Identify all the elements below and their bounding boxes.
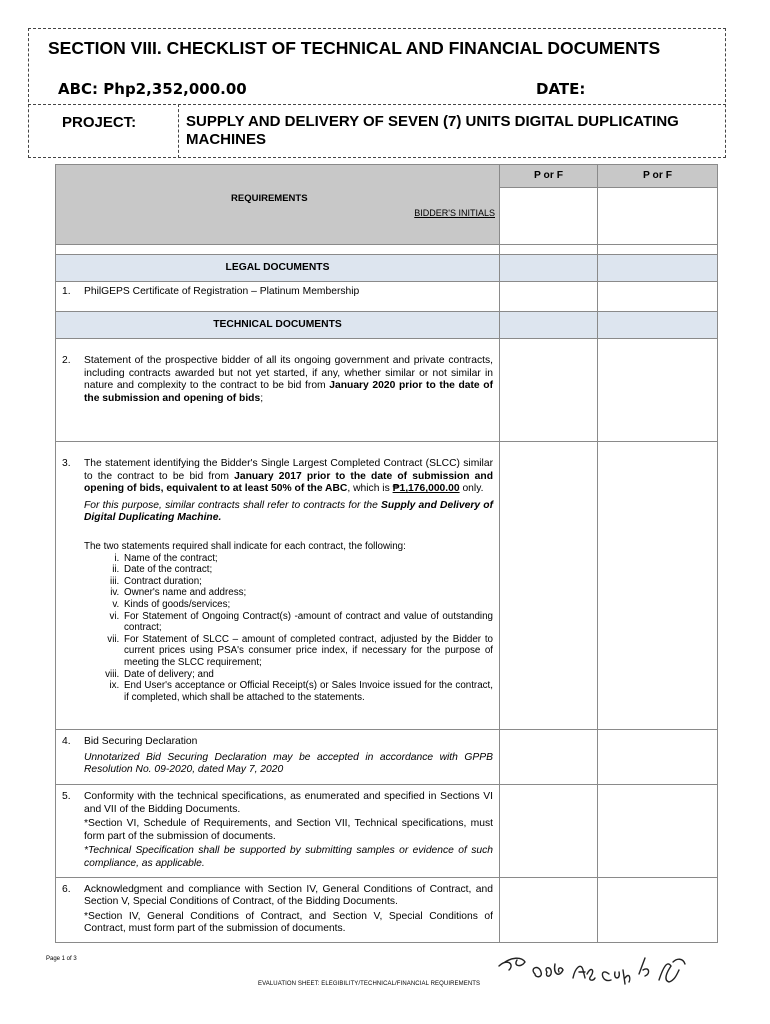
section-technical: TECHNICAL DOCUMENTS xyxy=(56,312,500,339)
abc-amount: ABC: Php2,352,000.00 xyxy=(58,80,247,98)
list-item: 5. Conformity with the technical specifications, as enumerated and specified in Sections VI and VII of the Bidding Documents. *Section VI, Schedule of Requirements, and Section VII, Technical specifications, must form part of the submission of documents. *Technical Specification shall be supported by submitting samples or evidence of such compliance, as applicable. xyxy=(56,785,500,878)
project-divider xyxy=(178,104,179,158)
section-cell xyxy=(500,312,598,339)
pf-cell[interactable] xyxy=(500,785,598,878)
contract-details-list: i. Name of the contract; ii. Date of the contract; iii. Contract duration; iv. Owner's name and address; v. Kinds of goods/services; vi. For Statement of Ongoing Contract(s) -amount of contract and value of outstanding contract; vii. For Statement of SLCC – amount of completed contract, adjusted by the Bidder to current prices using PSA's consumer price index, if necessary for the purpose of meeting the SLCC requirement; viii. Date of delivery; and ix. End User's acceptance or Official Receipt(s) or Sales Invoice issued for the contract, if completed, which shall be attached to the statements. xyxy=(84,553,493,704)
list-item: 6. Acknowledgment and compliance with Section IV, General Conditions of Contract, and Section V, Special Conditions of Contract, of the Bidding Documents. *Section IV, General Conditions of Contract, and Section V, Special Conditions of Contract, must form part of the submission of documents. xyxy=(56,877,500,942)
section-cell xyxy=(598,255,718,282)
pf-header-1: P or F xyxy=(500,165,598,188)
pf-cell[interactable] xyxy=(598,730,718,785)
footer-caption: EVALUATION SHEET: ELEGIBILITY/TECHNICAL/FINANCIAL REQUIREMENTS xyxy=(258,981,481,987)
pf-cell[interactable] xyxy=(598,188,718,245)
pf-header-2: P or F xyxy=(598,165,718,188)
section-legal: LEGAL DOCUMENTS xyxy=(56,255,500,282)
requirements-label: REQUIREMENTS xyxy=(231,193,308,204)
pf-cell[interactable] xyxy=(598,442,718,730)
pf-cell[interactable] xyxy=(500,730,598,785)
pf-cell[interactable] xyxy=(500,339,598,442)
date-label: DATE: xyxy=(536,80,586,98)
list-item: 2. Statement of the prospective bidder of all its ongoing government and private contracts, including contracts awarded but not yet started, if any, whether similar or not similar in nature and complexity to the contract to be bid from January 2020 prior to the date of the submission and opening of bids; xyxy=(56,339,500,442)
requirements-table xyxy=(55,164,718,943)
requirements-header xyxy=(56,165,500,245)
pf-cell[interactable] xyxy=(500,188,598,245)
page-number: Page 1 of 3 xyxy=(46,956,77,962)
list-item: 1. PhilGEPS Certificate of Registration – Platinum Membership xyxy=(56,282,500,312)
list-item: 3. The statement identifying the Bidder's Single Largest Completed Contract (SLCC) similar to the contract to be bid from January 2017 prior to the date of submission and opening of bids, equivalent to at least 50% of the ABC, which is ₱1,176,000.00 only. For this purpose, similar contracts shall refer to contracts for the Supply and Delivery of Digital Duplicating Machine. The two statements required shall indicate for each contract, the following: i. Name of the contract; ii. Date of the contract; iii. Contract duration; iv. Owner's name and address; v. Kinds of goods/services; vi. For Statement of Ongoing Contract(s) -amount of contract and value of outstanding contract; vii. For Statement of SLCC – amount of completed contract, adjusted by the Bidder to current prices using PSA's consumer price index, if necessary for the purpose of meeting the SLCC requirement; viii. Date of delivery; and ix. End User's acceptance or Official Receipt(s) or Sales Invoice issued for the contract, if completed, which shall be attached to the statements. xyxy=(56,442,500,730)
pf-cell[interactable] xyxy=(500,442,598,730)
bidders-initials-label: BIDDER'S INITIALS xyxy=(414,208,495,218)
pf-cell[interactable] xyxy=(598,282,718,312)
pf-cell[interactable] xyxy=(500,282,598,312)
pf-cell[interactable] xyxy=(598,785,718,878)
list-item: 4. Bid Securing Declaration Unnotarized Bid Securing Declaration may be accepted in accordance with GPPB Resolution No. 09-2020, dated May 7, 2020 xyxy=(56,730,500,785)
pf-cell[interactable] xyxy=(598,339,718,442)
pf-cell[interactable] xyxy=(598,877,718,942)
page-title: SECTION VIII. CHECKLIST OF TECHNICAL AND FINANCIAL DOCUMENTS xyxy=(48,38,661,58)
handwritten-initials-signature xyxy=(495,944,695,1004)
pf-cell[interactable] xyxy=(500,877,598,942)
project-value: SUPPLY AND DELIVERY OF SEVEN (7) UNITS DIGITAL DUPLICATING MACHINES xyxy=(186,113,679,148)
project-label: PROJECT: xyxy=(62,114,137,131)
section-cell xyxy=(598,312,718,339)
section-cell xyxy=(500,255,598,282)
